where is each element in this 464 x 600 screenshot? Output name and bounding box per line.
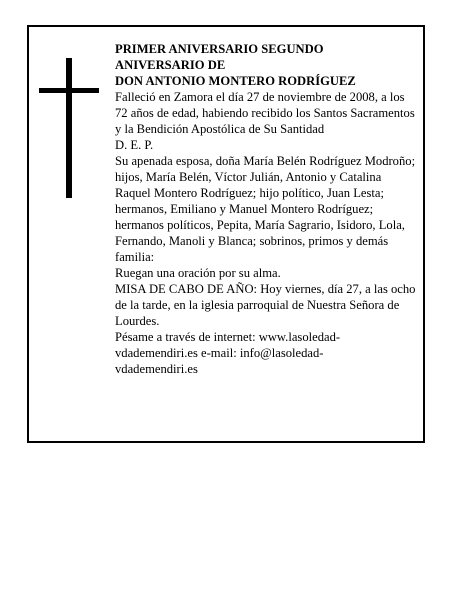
obituary-notice	[27, 25, 425, 443]
contact-line-2: vdademendiri.es e-mail: info@lasoledad-	[115, 346, 324, 360]
notice-headline	[115, 41, 417, 89]
headline-line-1: PRIMER ANIVERSARIO SEGUNDO	[115, 42, 324, 56]
cross-vertical-bar	[66, 58, 72, 198]
contact-line-3: vdademendiri.es	[115, 362, 198, 376]
prayer-request: Ruegan una oración por su alma.	[115, 266, 281, 280]
condolences-contact	[115, 329, 417, 377]
mass-announcement: MISA DE CABO DE AÑO: Hoy viernes, día 27, a las ocho de la tarde, en la iglesia parroquial de Nuestra Señora de Lourdes.	[115, 282, 416, 328]
rest-in-peace: D. E. P.	[115, 138, 154, 152]
cross-horizontal-bar	[39, 88, 99, 93]
family-list: Su apenada esposa, doña María Belén Rodríguez Modroño; hijos, María Belén, Víctor Julián, Antonio y Catalina Raquel Montero Rodríguez; hijo político, Juan Lesta; hermanos, Emiliano y Manuel Montero Rodríguez; hermanos políticos, Pepita, María Sagrario, Isidoro, Lola, Fernando, Manoli y Blanca; sobrinos, primos y demás familia:	[115, 154, 416, 264]
contact-line-1: Pésame a través de internet: www.lasoledad-	[115, 330, 341, 344]
cross-icon	[39, 58, 99, 198]
headline-line-2: ANIVERSARIO DE	[115, 58, 226, 72]
death-announcement: Falleció en Zamora el día 27 de noviembre de 2008, a los 72 años de edad, habiendo recibido los Santos Sacramentos y la Bendición Apostólica de Su Santidad	[115, 90, 415, 136]
notice-text	[115, 41, 417, 377]
headline-line-3: DON ANTONIO MONTERO RODRÍGUEZ	[115, 74, 356, 88]
